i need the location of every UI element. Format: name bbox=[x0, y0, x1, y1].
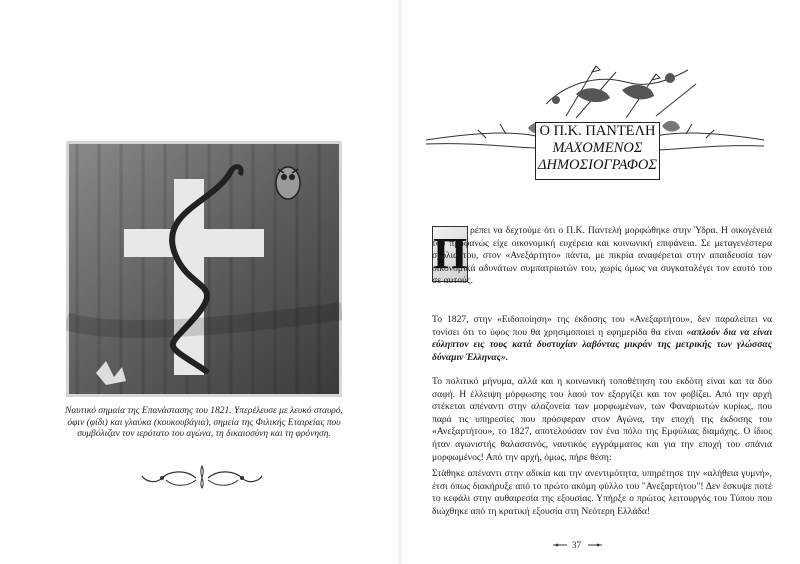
scroll-ornament-icon bbox=[140, 460, 264, 494]
paragraph-2 bbox=[432, 314, 772, 364]
paragraph-2-text: Το 1827, στην «Ειδοποίηση» της έκδοσης του «Ανεξαρτήτου», δεν παραλείπει να τονίσει ότι το ύφος που θα χρησιμοποιεί η εφημερίδα θα είναι bbox=[432, 314, 772, 338]
page-number-ornament-left-icon bbox=[553, 543, 567, 547]
title-line-2: ΜΑΧΟΜΕΝΟΣ bbox=[552, 140, 643, 156]
title-line-3: ΔΗΜΟΣΙΟΓΡΑΦΟΣ bbox=[537, 157, 658, 173]
title-line-1: Ο Π.Κ. ΠΑΝΤΕΛΗ bbox=[539, 123, 656, 139]
photo-caption: Ναυτικό σημαία της Επανάστασης του 1821. Υπερέλευσε με λευκό σταυρό, όφιν (φίδι) και γλαύκα (κουκουβάγια), σημεία της Φιλικής Εταιρείας που συμβόλιζαν τον ιερότατο του αγώνα, τη δικαιοσύνη και τη φρόνηση. bbox=[64, 406, 343, 440]
paragraph-3: Το πολιτικό μήνυμα, αλλά και η κοινωνική τοποθέτηση του εκδότη είναι και τα δύο σαφή. Η έλλειψη μόρφωσης του λαού τον εξοργίζει και τον φοβίζει. Από την αρχή στέκεται απέναντι στην αλαζονεία των μορφωμένων, των Φαναριωτών κυρίως, που παρά τις υπηρεσίες που πρόσφεραν στον Αγώνα, την εποχή της έκδοσης του «Ανεξαρτήτου», το 1827, αποτελούσαν τον ένα πόλο της Εμφύλιας διαμάχης. Ο ίδιος ήταν αγωνιστής θαλασσινός, ναυτικός εγγράμματος και για την εποχή του σπάνια μορφωμένος! Από την αρχή, όμως, πήρε θέση: bbox=[432, 376, 772, 463]
paragraph-1: ρέπει να δεχτούμε ότι ο Π.Κ. Παντελή μορφώθηκε στην Ύδρα. Η οικογένειά του προφανώς είχε οικονομική ευχέρεια και κοινωνική επιφάνεια. Σε μεταγενέστερα σχόλια του, στον «Ανεξάρτητο» πάντα, με πικρία αναφέρεται στην απαιδευσία των οικονομικά αδυνάτων συμπατριωτών του, χωρίς όμως να συγκαταλέγει τον εαυτό του σε αυτούς. bbox=[432, 225, 772, 287]
revolution-flag-photo bbox=[66, 141, 342, 397]
chapter-title bbox=[535, 122, 660, 180]
page-number-ornament-right-icon bbox=[588, 543, 602, 547]
paragraph-4: Στάθηκε απέναντι στην αδικία και την ανεντιμότητα, υπηρέτησε την «αλήθεια γυμνή», έτσι όπως διακήρυξε από το πρώτο ακόμη φύλλο του "Ανεξαρτήτου"! Δεν έσκυψε ποτέ το κεφάλι στην αυθαιρεσία της εξουσίας. Υπήρξε ο πρώτος λειτουργός του Τύπου που διώχθηκε από τη κρατική εξουσία στη Νεότερη Ελλάδα! bbox=[432, 468, 772, 517]
drop-cap: Π bbox=[432, 226, 468, 282]
page-number: 37 bbox=[572, 540, 581, 550]
paragraph-2-quote: «απλούν δια να είναι εύληπτον εις τους κατά δυστυχίαν λαβόντας μικράν της μετρικής των γλώσσας δύναμιν Έλληνας». bbox=[432, 326, 773, 363]
